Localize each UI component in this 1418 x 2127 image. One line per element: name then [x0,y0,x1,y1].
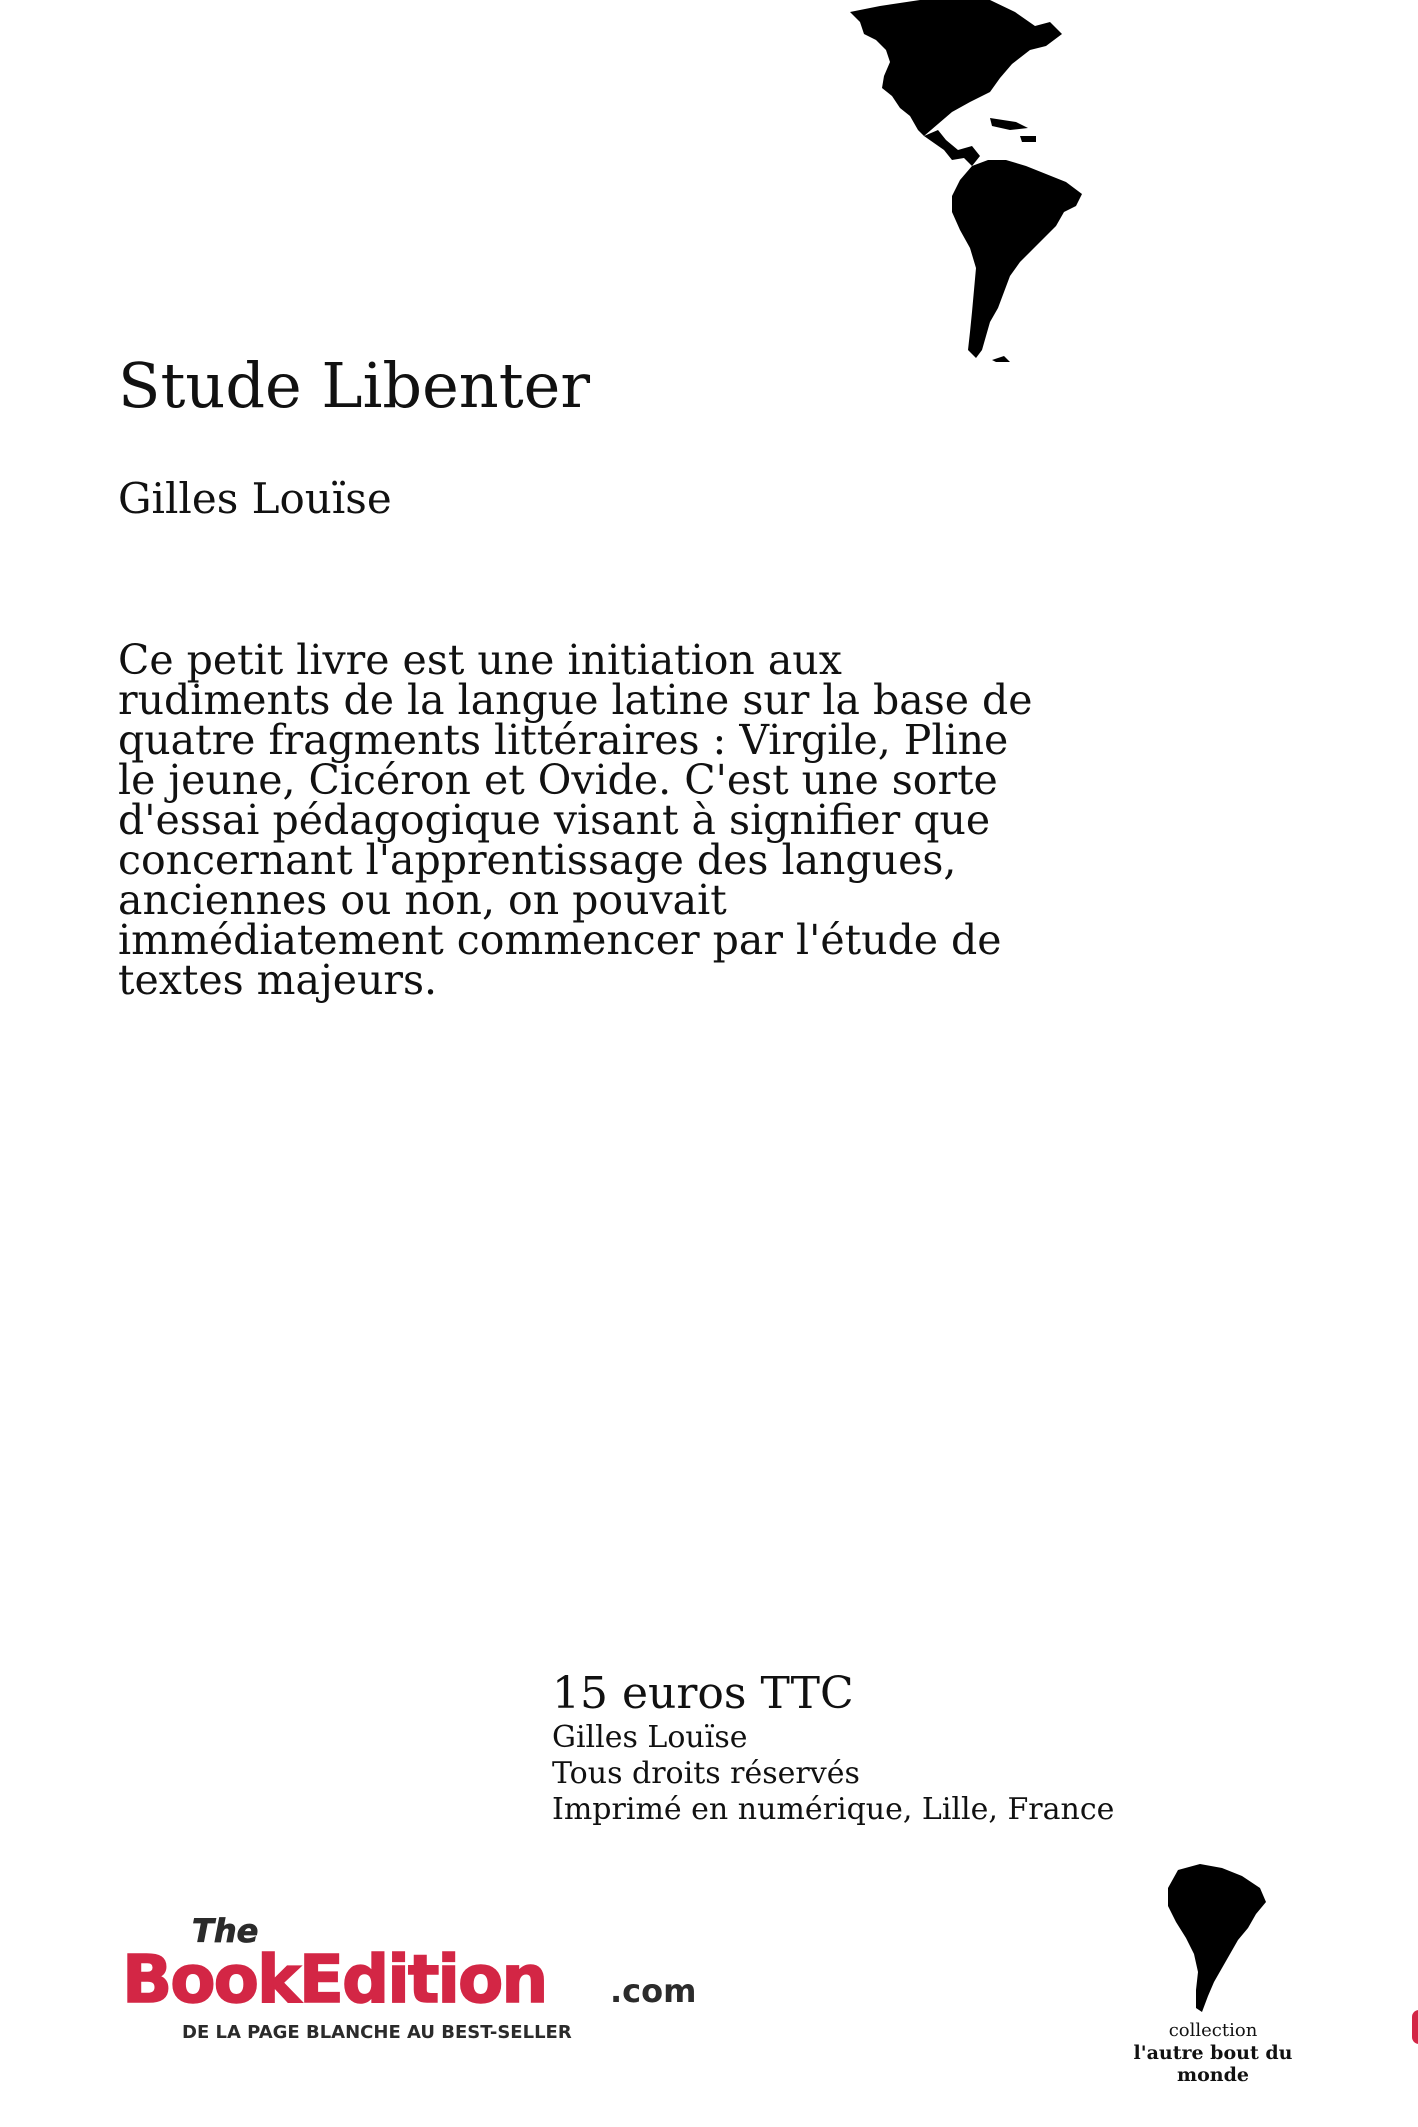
book-author: Gilles Louïse [118,474,392,523]
colophon-author: Gilles Louïse [552,1720,748,1755]
south-america-map-icon [1160,1862,1270,2017]
collection-label [1108,2020,1318,2086]
rights-text: Tous droits réservés [552,1756,860,1791]
logo-name: BookEdition [122,1941,547,2018]
americas-map-icon [840,0,1240,362]
book-title: Stude Libenter [118,349,590,422]
edge-mark [1412,2010,1418,2044]
colophon [552,1668,1114,1828]
logo-domain: .com [610,1972,697,2010]
logo-tagline: DE LA PAGE BLANCHE AU BEST-SELLER [182,2022,572,2043]
logo-the: The [192,1912,259,1950]
book-blurb: Ce petit livre est une initiation aux rudiments de la langue latine sur la base de quatre fragments littéraires : Virgile, Pline le jeune, Cicéron et Ovide. C'est une sorte d'essai pédagogique visant à signifier que concernant l'apprentissage des langues, anciennes ou non, on pouvait immédiatement commencer par l'étude de textes majeurs. [118,636,1033,1004]
collection-name: l'autre bout du monde [1133,2042,1293,2086]
printing-text: Imprimé en numérique, Lille, France [552,1792,1115,1827]
bookedition-logo [122,1908,722,2048]
price-text: 15 euros TTC [552,1668,854,1719]
collection-word: collection [1168,2020,1258,2041]
